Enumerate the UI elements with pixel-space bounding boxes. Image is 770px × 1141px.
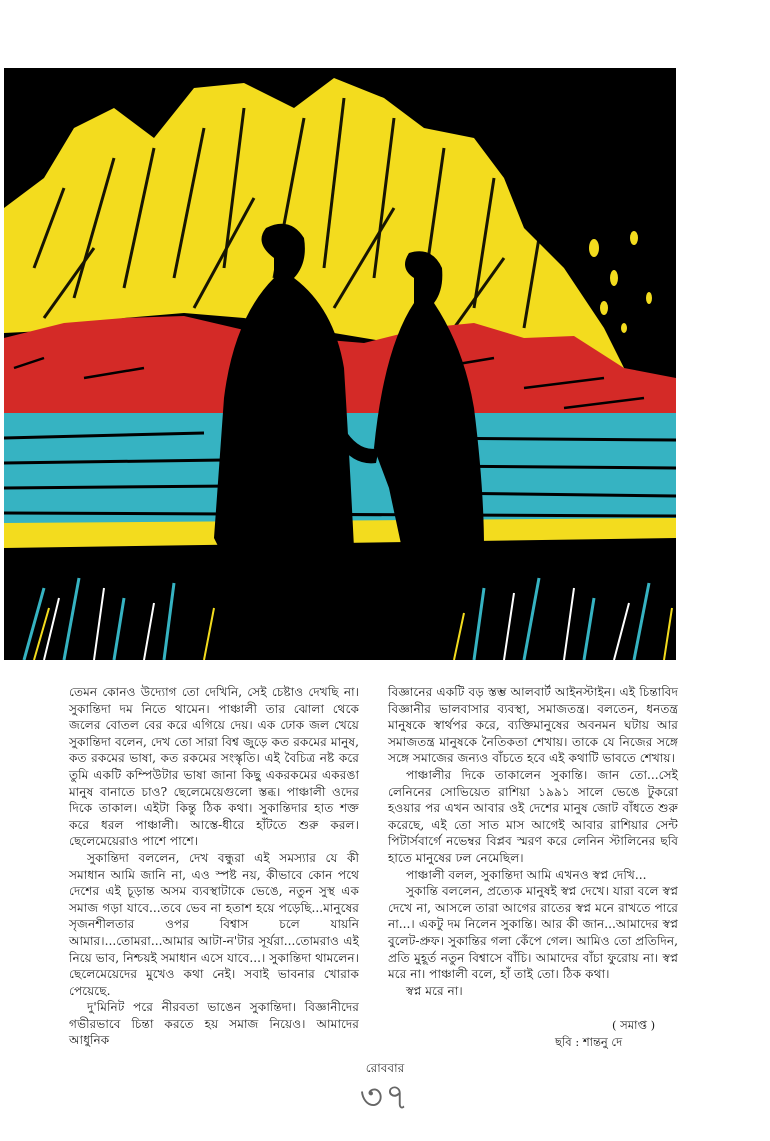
paragraph: সুকান্তিদা বললেন, দেখ বন্ধুরা এই সমস্যার যে কী সমাধান আমি জানি না, এও স্পষ্ট নয়, কীভাবে কোন পথে দেশের এই চূড়ান্ত অসম ব্যবস্থাটাকে ভেঙে, নতুন সুস্থ এক সমাজ গড়া যাবে...তবে ভেব না হতাশ হয়ে পড়েছি...মানুষের সৃজনশীলতার ওপর বিশ্বাস চলে যায়নি আমার।...তোমরা...আমার আটা-ন'টার সূর্যরা...তোমরাও এই নিয়ে ভাব, নিশ্চয়ই সমাধান এসে যাবে...। সুকান্তিদা থামলেন। ছেলেমেয়েদের মুখেও কথা নেই। সবাই ভাবনার খোরাক পেয়েছে. <box>69 850 359 998</box>
end-mark: ( সমাপ্ত ) <box>612 1018 656 1032</box>
page-number: ৩৭ <box>359 1077 411 1118</box>
paragraph: পাঞ্চালী বলল, সুকান্তিদা আমি এখনও স্বপ্ন দেখি... <box>406 867 647 882</box>
illustration-couple-silhouette <box>4 68 676 660</box>
paragraph: দু'মিনিট পরে নীরবতা ভাঙেন সুকান্তিদা। বিজ্ঞানীদের গভীরভাবে চিন্তা করতে হয় সমাজ নিয়েও। আমাদের আধুনিক <box>69 1000 359 1048</box>
paragraph: তেমন কোনও উদ্যোগ তো দেখিনি, সেই চেষ্টাও দেখছি না। সুকান্তিদা দম নিতে থামেন। পাঞ্চালী তার ঝোলা থেকে জলের বোতল বের করে এগিয়ে দেয়। এক ঢোক জল খেয়ে সুকান্তিদা বলেন, দেখ তো সারা বিশ্ব জুড়ে কত রকমের মানুষ, কত রকমের ভাষা, কত রকমের সংস্কৃতি। এই বৈচিত্র নষ্ট করে তুমি একটি কম্পিউটার ভাষা জানা কিছু একরকমের একরঙা মানুষ বানাতে চাও? ছেলেমেয়েগুলো স্তব্ধ। পাঞ্চালী ওদের দিকে তাকাল। এইটা কিন্তু ঠিক কথা। সুকান্তিদার হাত শক্ত করে ধরল পাঞ্চালী। আস্তে-ধীরে হাঁটতে শুরু করল। ছেলেমেয়েরাও পাশে পাশে। <box>69 685 359 849</box>
paragraph: পাঞ্চালীর দিকে তাকালেন সুকান্তি। জান তো...সেই লেনিনের সোভিয়েত রাশিয়া ১৯৯১ সালে ভেঙে টুকরো হওয়ার পর এখন আবার ওই দেশের মানুষ জোট বাঁধতে শুরু করেছে, এই তো সাত মাস আগেই আবার রাশিয়ার সেন্ট পিটার্সবার্গে নভেম্বর বিপ্লব স্মরণ করে লেনিন স্টালিনের ছবি হাতে মানুষের ঢল নেমেছিল। <box>388 767 678 865</box>
paragraph: সুকান্তি বললেন, প্রত্যেক মানুষই স্বপ্ন দেখে। যারা বলে স্বপ্ন দেখে না, আসলে তারা আগের রাতের স্বপ্ন মনে রাখতে পারে না...। একটু দম নিলেন সুকান্তি। আর কী জান...আমাদের স্বপ্ন বুলেট-প্রুফ। সুকান্তির গলা কেঁপে গেল। আমিও তো প্রতিদিন, প্রতি মুহূর্ত নতুন বিশ্বাসে বাঁচি। আমাদের বাঁচা ফুরোয় না। স্বপ্ন মরে না। পাঞ্চালী বলে, হাঁ তাই তো। ঠিক কথা। <box>388 884 678 982</box>
article-column-left <box>69 684 359 1049</box>
magazine-name: রোববার <box>365 1061 405 1075</box>
article-column-right <box>388 684 678 999</box>
illustration-artwork <box>4 68 676 660</box>
illustration-credit: ছবি : শান্তনু দে <box>555 1035 623 1049</box>
paragraph: স্বপ্ন মরে না। <box>406 983 463 998</box>
paragraph: বিজ্ঞানের একটি বড় স্তম্ভ আলবার্ট আইনস্টাইন। এই চিন্তাবিদ বিজ্ঞানীর ভালবাসার ব্যবস্থা, সমাজতন্ত্র। বলতেন, ধনতন্ত্র মানুষকে স্বার্থপর করে, ব্যক্তিমানুষের অবনমন ঘটায় আর সমাজতন্ত্র মানুষকে নৈতিকতা শেখায়। তাকে যে নিজের সঙ্গে সঙ্গে সমাজের জন্যও বাঁচতে হবে এই কথাটি ভাবতে শেখায়। <box>388 685 678 766</box>
